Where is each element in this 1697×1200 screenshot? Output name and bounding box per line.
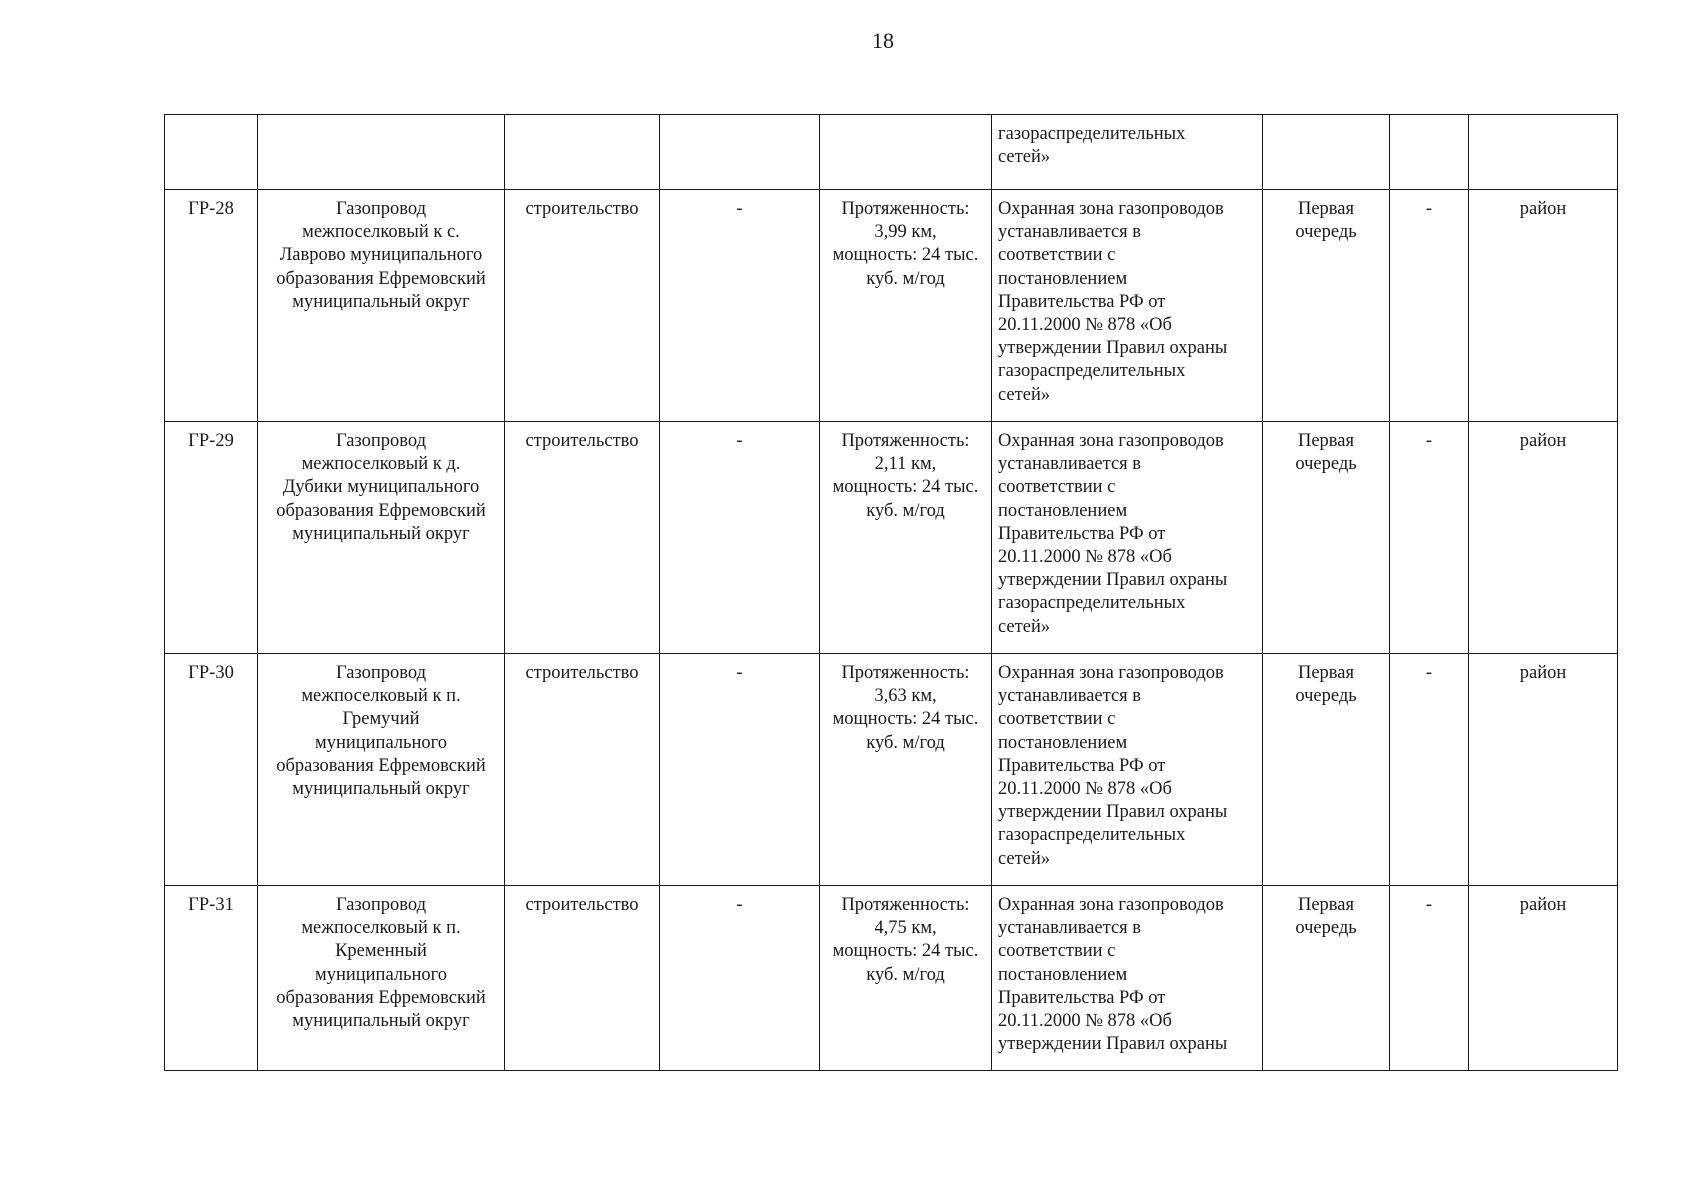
name-line: Лаврово муниципального: [279, 245, 483, 266]
zone-line: соответствии с: [998, 709, 1116, 730]
cell-zone: [992, 886, 1263, 1071]
cell-work-type: строительство: [505, 422, 660, 654]
cell-name: [258, 115, 505, 190]
cell-code: [165, 115, 258, 190]
zone-line: Охранная зона газопроводов: [998, 431, 1224, 451]
params-line: 3,63 км,: [874, 686, 937, 707]
zone-line: соответствии с: [998, 245, 1116, 266]
name-line: Кременный: [335, 941, 427, 962]
name-line: муниципальный округ: [292, 291, 470, 312]
cell-zone: [992, 115, 1263, 190]
cell-work-type: строительство: [505, 654, 660, 886]
zone-line: утверждении Правил охраны: [998, 802, 1228, 823]
zone-line: 20.11.2000 № 878 «Об: [998, 315, 1172, 336]
zone-line: устанавливается в: [998, 918, 1142, 939]
cell-name: [258, 654, 505, 886]
cell-code: ГР-30: [165, 654, 258, 886]
name-line: Газопровод: [335, 431, 427, 451]
cell-significance: [1469, 115, 1618, 190]
queue-line: очередь: [1295, 918, 1357, 939]
params-line: мощность: 24 тыс.: [832, 477, 979, 498]
params-line: 4,75 км,: [874, 918, 937, 939]
name-line: образования Ефремовский: [276, 500, 486, 521]
name-line: муниципальный округ: [292, 779, 470, 800]
name-line: Газопровод: [335, 895, 427, 915]
cell-code: ГР-28: [165, 190, 258, 422]
zone-line: утверждении Правил охраны: [998, 1034, 1228, 1055]
zone-line: газораспределительных: [998, 825, 1186, 846]
cell-name: [258, 886, 505, 1071]
cell-params: [820, 422, 992, 654]
queue-line: очередь: [1295, 454, 1357, 475]
queue-line: Первая: [1297, 895, 1355, 915]
zone-line: устанавливается в: [998, 686, 1142, 707]
queue-line: Первая: [1297, 663, 1355, 683]
zone-line: Правительства РФ от: [998, 755, 1166, 776]
cell-queue: [1263, 654, 1390, 886]
cell-dash2: -: [1390, 190, 1469, 422]
zone-line: постановлением: [998, 732, 1128, 753]
cell-name: [258, 190, 505, 422]
params-line: Протяженность:: [841, 895, 970, 915]
name-line: Газопровод: [335, 663, 427, 683]
params-line: 3,99 км,: [874, 222, 937, 243]
zone-line: сетей»: [998, 147, 1051, 168]
cell-queue: [1263, 115, 1390, 190]
cell-work-type: строительство: [505, 190, 660, 422]
zone-line: сетей»: [998, 848, 1051, 869]
zone-line: Правительства РФ от: [998, 987, 1166, 1008]
table-row: [165, 190, 1618, 422]
table-row: [165, 422, 1618, 654]
cell-zone: [992, 190, 1263, 422]
params-line: мощность: 24 тыс.: [832, 941, 979, 962]
params-line: Протяженность:: [841, 663, 970, 683]
cell-dash: -: [660, 422, 820, 654]
cell-zone: [992, 422, 1263, 654]
name-line: образования Ефремовский: [276, 755, 486, 776]
name-line: муниципальный округ: [292, 1011, 470, 1032]
zone-line: Охранная зона газопроводов: [998, 895, 1224, 915]
table-row-continuation: [165, 115, 1618, 190]
name-line: межпоселковый к п.: [301, 686, 461, 707]
zone-line: Правительства РФ от: [998, 523, 1166, 544]
params-line: мощность: 24 тыс.: [832, 709, 979, 730]
zone-line: газораспределительных: [998, 124, 1186, 144]
cell-params: [820, 886, 992, 1071]
name-line: Гремучий: [342, 709, 420, 730]
queue-line: Первая: [1297, 431, 1355, 451]
zone-line: утверждении Правил охраны: [998, 570, 1228, 591]
cell-queue: [1263, 886, 1390, 1071]
cell-dash: -: [660, 654, 820, 886]
cell-name: [258, 422, 505, 654]
params-line: куб. м/год: [866, 268, 945, 289]
name-line: образования Ефремовский: [276, 268, 486, 289]
cell-code: ГР-31: [165, 886, 258, 1071]
cell-params: [820, 115, 992, 190]
cell-significance: район: [1469, 422, 1618, 654]
zone-line: утверждении Правил охраны: [998, 338, 1228, 359]
cell-queue: [1263, 190, 1390, 422]
zone-line: устанавливается в: [998, 222, 1142, 243]
queue-line: Первая: [1297, 199, 1355, 219]
cell-dash: -: [660, 190, 820, 422]
params-line: Протяженность:: [841, 431, 970, 451]
zone-line: соответствии с: [998, 477, 1116, 498]
cell-params: [820, 190, 992, 422]
name-line: муниципального: [314, 964, 448, 985]
zone-line: устанавливается в: [998, 454, 1142, 475]
cell-dash2: -: [1390, 654, 1469, 886]
params-line: мощность: 24 тыс.: [832, 245, 979, 266]
cell-dash2: [1390, 115, 1469, 190]
cell-work-type: строительство: [505, 886, 660, 1071]
cell-significance: район: [1469, 886, 1618, 1071]
zone-line: Охранная зона газопроводов: [998, 199, 1224, 219]
name-line: муниципальный округ: [292, 523, 470, 544]
zone-line: газораспределительных: [998, 593, 1186, 614]
zone-line: постановлением: [998, 964, 1128, 985]
cell-zone: [992, 654, 1263, 886]
table-body: [165, 115, 1618, 1071]
cell-significance: район: [1469, 654, 1618, 886]
zone-line: постановлением: [998, 268, 1128, 289]
zone-line: 20.11.2000 № 878 «Об: [998, 1011, 1172, 1032]
table-row: [165, 654, 1618, 886]
zone-line: сетей»: [998, 616, 1051, 637]
queue-line: очередь: [1295, 686, 1357, 707]
name-line: межпоселковый к д.: [301, 454, 461, 475]
params-line: куб. м/год: [866, 500, 945, 521]
zone-line: 20.11.2000 № 878 «Об: [998, 779, 1172, 800]
cell-significance: район: [1469, 190, 1618, 422]
zone-line: постановлением: [998, 500, 1128, 521]
cell-dash: [660, 115, 820, 190]
zone-line: Охранная зона газопроводов: [998, 663, 1224, 683]
zone-line: Правительства РФ от: [998, 291, 1166, 312]
zone-line: газораспределительных: [998, 361, 1186, 382]
name-line: Дубики муниципального: [282, 477, 480, 498]
page-number: 18: [872, 28, 894, 53]
queue-line: очередь: [1295, 222, 1357, 243]
params-line: куб. м/год: [866, 732, 945, 753]
zone-line: сетей»: [998, 384, 1051, 405]
cell-work-type: [505, 115, 660, 190]
params-line: куб. м/год: [866, 964, 945, 985]
name-line: муниципального: [314, 732, 448, 753]
name-line: межпоселковый к п.: [301, 918, 461, 939]
cell-queue: [1263, 422, 1390, 654]
params-line: Протяженность:: [841, 199, 970, 219]
objects-table: [164, 114, 1618, 1071]
name-line: образования Ефремовский: [276, 987, 486, 1008]
params-line: 2,11 км,: [874, 454, 937, 475]
zone-line: 20.11.2000 № 878 «Об: [998, 547, 1172, 568]
name-line: межпоселковый к с.: [302, 222, 460, 243]
name-line: Газопровод: [335, 199, 427, 219]
table-row: [165, 886, 1618, 1071]
cell-params: [820, 654, 992, 886]
cell-code: ГР-29: [165, 422, 258, 654]
cell-dash2: -: [1390, 886, 1469, 1071]
cell-dash: -: [660, 886, 820, 1071]
zone-line: соответствии с: [998, 941, 1116, 962]
cell-dash2: -: [1390, 422, 1469, 654]
